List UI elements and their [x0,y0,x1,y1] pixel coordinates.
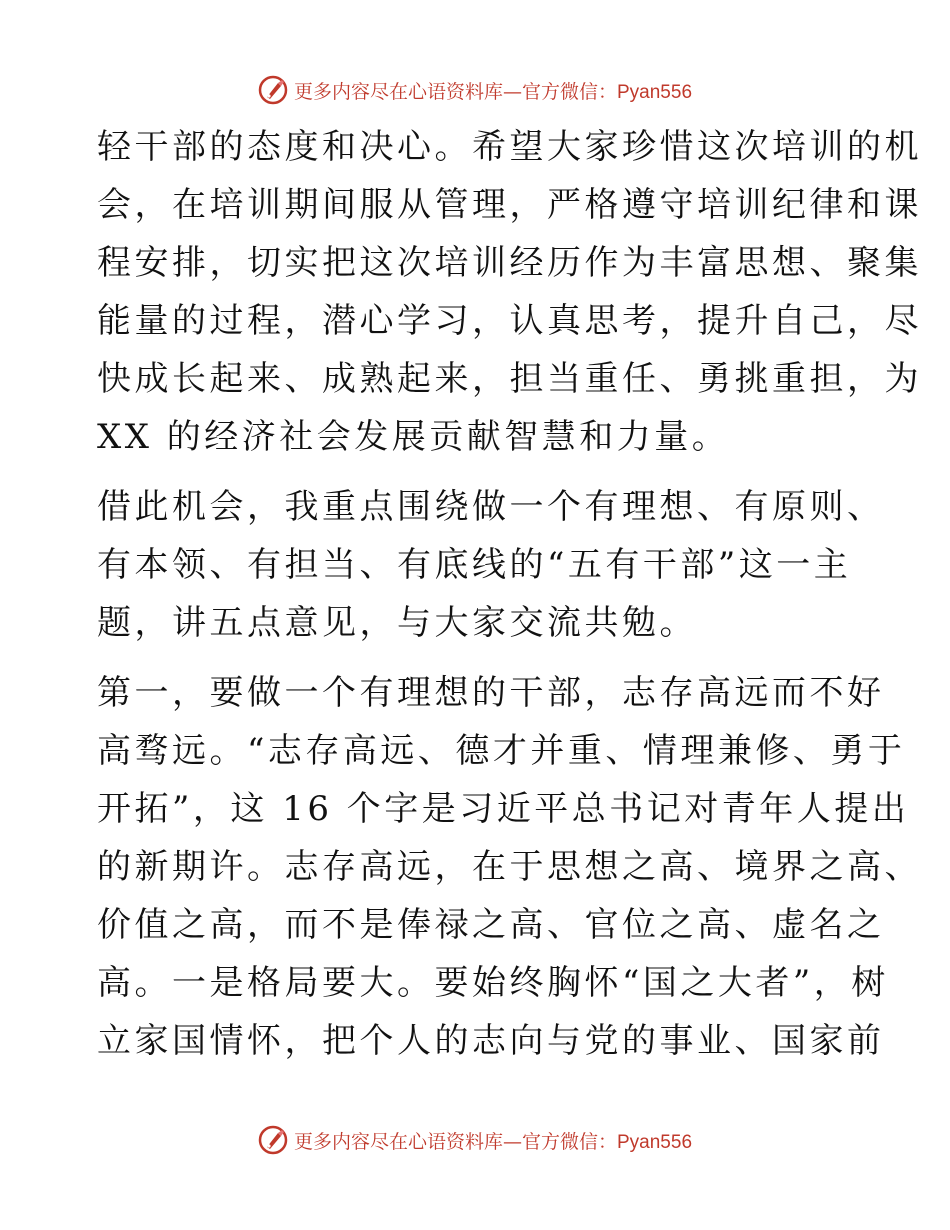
text-line: 能量的过程，潜心学习，认真思考，提升自己，尽 [97,301,922,341]
header-brand-text [294,77,692,104]
footer-brand-label: 更多内容尽在心语资料库—官方微信： [293,1130,617,1153]
text-line: 快成长起来、成熟起来，担当重任、勇挑重担，为 [97,359,922,399]
footer-brand-text [294,1127,692,1154]
text-line: 高。一是格局要大。要始终胸怀“国之大者”，树 [97,963,889,1003]
paragraph-2 [97,478,885,652]
header-brand-label: 更多内容尽在心语资料库—官方微信： [293,80,617,103]
text-line: 程安排，切实把这次培训经历作为丰富思想、聚集 [97,243,922,283]
text-line: 开拓”，这 16 个字是习近平总书记对青年人提出 [97,789,910,829]
text-line: 题，讲五点意见，与大家交流共勉。 [97,603,697,643]
text-line: XX 的经济社会发展贡献智慧和力量。 [97,417,730,457]
paragraph-3 [97,664,922,1070]
pen-nib-logo-icon [258,1125,288,1155]
footer-watermark-banner [0,1120,950,1160]
footer-banner-inner [258,1125,692,1155]
pen-nib-logo-icon [258,75,288,105]
text-line: 立家国情怀，把个人的志向与党的事业、国家前 [97,1021,885,1061]
text-line: 借此机会，我重点围绕做一个有理想、有原则、 [97,487,885,527]
header-watermark-banner [0,70,950,110]
header-wechat-id: Pyan556 [617,81,693,103]
text-line: 第一，要做一个有理想的干部，志存高远而不好 [97,673,885,713]
text-line: 有本领、有担当、有底线的“五有干部”这一主 [97,545,852,585]
text-line: 的新期许。志存高远，在于思想之高、境界之高、 [97,847,922,887]
paragraph-1 [97,118,922,466]
header-banner-inner [258,75,692,105]
text-line: 会，在培训期间服从管理，严格遵守培训纪律和课 [97,185,922,225]
footer-wechat-id: Pyan556 [617,1131,693,1153]
text-line: 轻干部的态度和决心。希望大家珍惜这次培训的机 [97,127,922,167]
text-line: 价值之高，而不是俸禄之高、官位之高、虚名之 [97,905,885,945]
document-body [97,118,922,1070]
text-line: 高骛远。“志存高远、德才并重、情理兼修、勇于 [97,731,906,771]
